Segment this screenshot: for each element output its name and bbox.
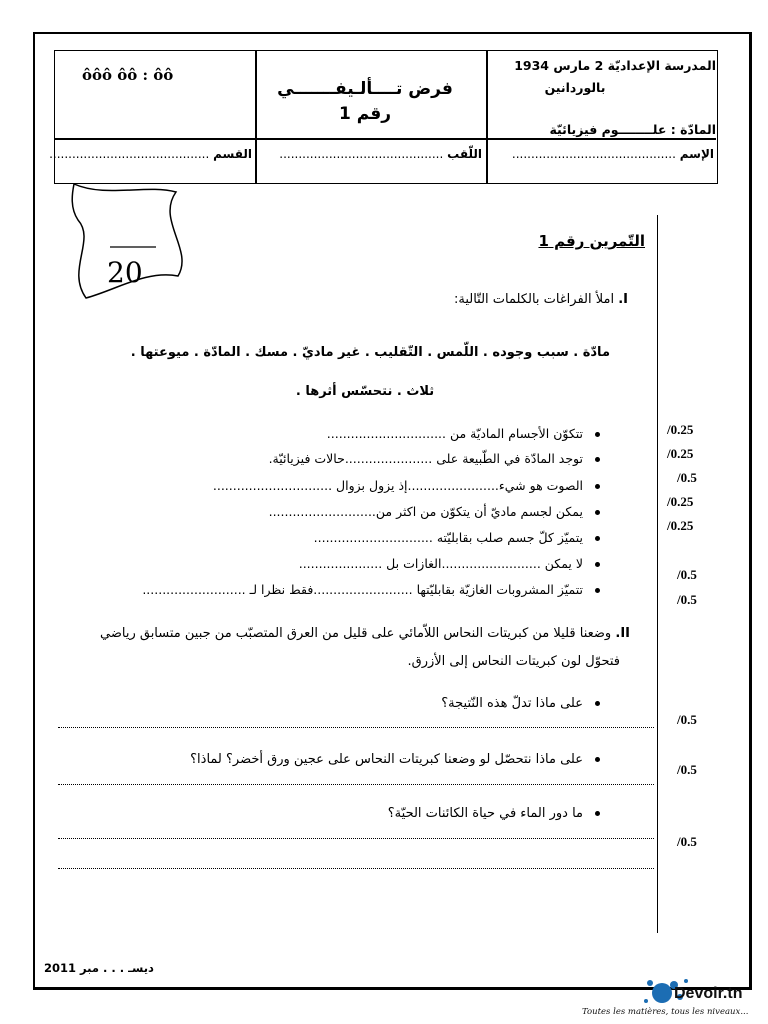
class-label: القسم [213,147,252,161]
fill-item[interactable]: توجد المادّة في الطّبيعة على ......................حالات فيزيائيّة. [269,451,600,466]
time-display: ôôô ôô : ôô [82,66,174,84]
fill-item[interactable]: تتميّز المشروبات الغازيّة بقابليّتها .........................فقط نظرا لـ .......................... [142,582,600,597]
fill-item[interactable]: يمكن لجسم ماديّ أن يتكوّن من اكثر من........................... [269,504,600,519]
school-name: المدرسة الإعداديّة 2 مارس 1934 [514,58,716,73]
fill-item[interactable]: الصوت هو شيء.......................إذ يزول بزوال .............................. [213,478,600,493]
fill-item[interactable]: يتميّز كلّ جسم صلب بقابليّته .............................. [314,530,600,545]
answer-line[interactable] [58,727,654,728]
exam-title: فرض تــــألـيفـــــــي [277,79,453,99]
score-mark: /0.5 [677,762,697,777]
grade-out-of: 20 [107,256,143,289]
question-2: على ماذا نتحصّل لو وضعنا كبريتات النحاس على عجين ورق أخضر؟ لماذا؟ [100,752,600,767]
fill-item[interactable]: لا يمكن .........................الغازات بل ..................... [299,556,600,571]
score-mark: /0.25 [667,494,694,509]
surname-label: اللّقب [447,147,482,161]
exam-number: رقم 1 [338,104,391,124]
part2-label: II. [615,626,630,641]
answer-line[interactable] [58,868,654,869]
score-mark: /0.5 [677,567,697,582]
header-row-divider [55,138,716,140]
class-field[interactable] [49,147,252,161]
logo-tagline: Toutes les matières, tous les niveaux... [582,1007,749,1017]
part2-text-line1: II. وضعنا قليلا من كبريتات النحاس اللاّمائي على قليل من العرق المتصبّب من جبين متسابق رياضي [99,626,630,641]
word-bank-line1: مادّة . سبب وجوده . اللّمس . التّقليب . غير ماديّ . مسك . المادّة . ميوعتها . [130,345,610,360]
logo-brand: Devoir.tn [674,985,743,1002]
school-town: بالوردانين [544,80,606,95]
bullet-icon [595,811,600,816]
part1-label: I. [618,292,628,307]
footer-date: ديسـ . . . مبر 2011 [44,961,154,975]
question-1: على ماذا تدلّ هذه النّتيجة؟ [300,696,600,711]
score-mark: /0.5 [677,470,697,485]
name-label: الإسم [679,147,714,161]
part1-heading [380,292,628,307]
score-mark: /0.25 [667,446,694,461]
part1-instruction: املأ الفراغات بالكلمات التّالية: [453,292,615,307]
name-field[interactable] [490,147,714,161]
score-mark: /0.5 [677,592,697,607]
score-column-line [657,215,658,933]
bullet-icon [595,562,600,567]
bullet-icon [595,432,600,437]
question-3: ما دور الماء في حياة الكائنات الحيّة؟ [300,806,600,821]
bullet-icon [595,484,600,489]
bullet-icon [595,757,600,762]
devoir-logo [578,975,768,1024]
score-mark: /0.25 [667,422,694,437]
class-dots: .......................................... [49,147,210,161]
word-bank-line2: ثلاث . نتحسّس أثرها . [295,384,435,399]
bullet-icon [595,701,600,706]
bullet-icon [595,588,600,593]
bullet-icon [595,457,600,462]
bullet-icon [595,510,600,515]
name-dots: ........................................... [511,147,676,161]
exercise-title: التّمرين رقم 1 [538,232,645,250]
subject-label: المادّة : علــــــــوم فيزيائيّة [549,122,716,137]
fill-item[interactable]: تتكوّن الأجسام الماديّة من .............................. [327,426,600,441]
surname-field[interactable] [262,147,482,161]
answer-line[interactable] [58,838,654,839]
score-mark: /0.25 [667,518,694,533]
surname-dots: ........................................... [279,147,444,161]
part2-text-line2: فتحوّل لون كبريتات النحاس إلى الأزرق. [407,654,620,669]
answer-line[interactable] [58,784,654,785]
bullet-icon [595,536,600,541]
header-divider-2 [486,51,488,183]
header-divider-1 [255,51,257,183]
score-mark: /0.5 [677,712,697,727]
score-mark: /0.5 [677,834,697,849]
